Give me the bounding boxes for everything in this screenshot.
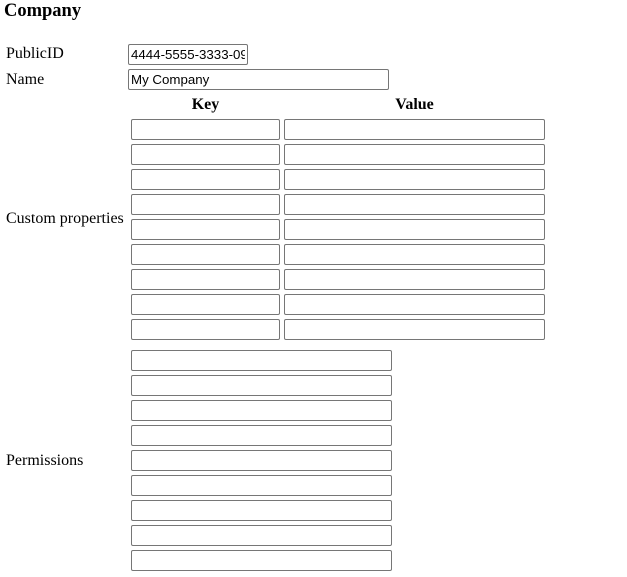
key-column-header: Key — [191, 96, 220, 113]
custom-property-value-input[interactable] — [284, 194, 545, 215]
custom-property-value-input[interactable] — [284, 294, 545, 315]
permission-input[interactable] — [131, 525, 392, 546]
permission-input[interactable] — [131, 550, 392, 571]
permission-input[interactable] — [131, 475, 392, 496]
custom-property-value-input[interactable] — [284, 169, 545, 190]
permission-input[interactable] — [131, 425, 392, 446]
custom-property-value-input[interactable] — [284, 119, 545, 140]
public-id-field[interactable] — [128, 44, 248, 65]
custom-property-key-input[interactable] — [131, 194, 280, 215]
permission-input[interactable] — [131, 500, 392, 521]
name-label: Name — [6, 71, 45, 88]
custom-property-key-input[interactable] — [131, 244, 280, 265]
permission-input[interactable] — [131, 375, 392, 396]
custom-property-key-input[interactable] — [131, 169, 280, 190]
custom-property-key-input[interactable] — [131, 144, 280, 165]
custom-property-key-input[interactable] — [131, 119, 280, 140]
custom-property-value-input[interactable] — [284, 144, 545, 165]
custom-property-key-input[interactable] — [131, 219, 280, 240]
permission-input[interactable] — [131, 350, 392, 371]
custom-property-value-input[interactable] — [284, 244, 545, 265]
name-field[interactable] — [128, 69, 389, 90]
custom-property-key-input[interactable] — [131, 269, 280, 290]
custom-property-key-input[interactable] — [131, 294, 280, 315]
page-title: Company — [4, 1, 82, 21]
custom-properties-label: Custom properties — [6, 210, 124, 227]
custom-property-value-input[interactable] — [284, 319, 545, 340]
custom-property-value-input[interactable] — [284, 219, 545, 240]
custom-property-value-input[interactable] — [284, 269, 545, 290]
custom-property-key-input[interactable] — [131, 319, 280, 340]
permissions-label: Permissions — [6, 452, 84, 469]
public-id-label: PublicID — [6, 45, 64, 62]
permission-input[interactable] — [131, 400, 392, 421]
permission-input[interactable] — [131, 450, 392, 471]
value-column-header: Value — [395, 96, 434, 113]
